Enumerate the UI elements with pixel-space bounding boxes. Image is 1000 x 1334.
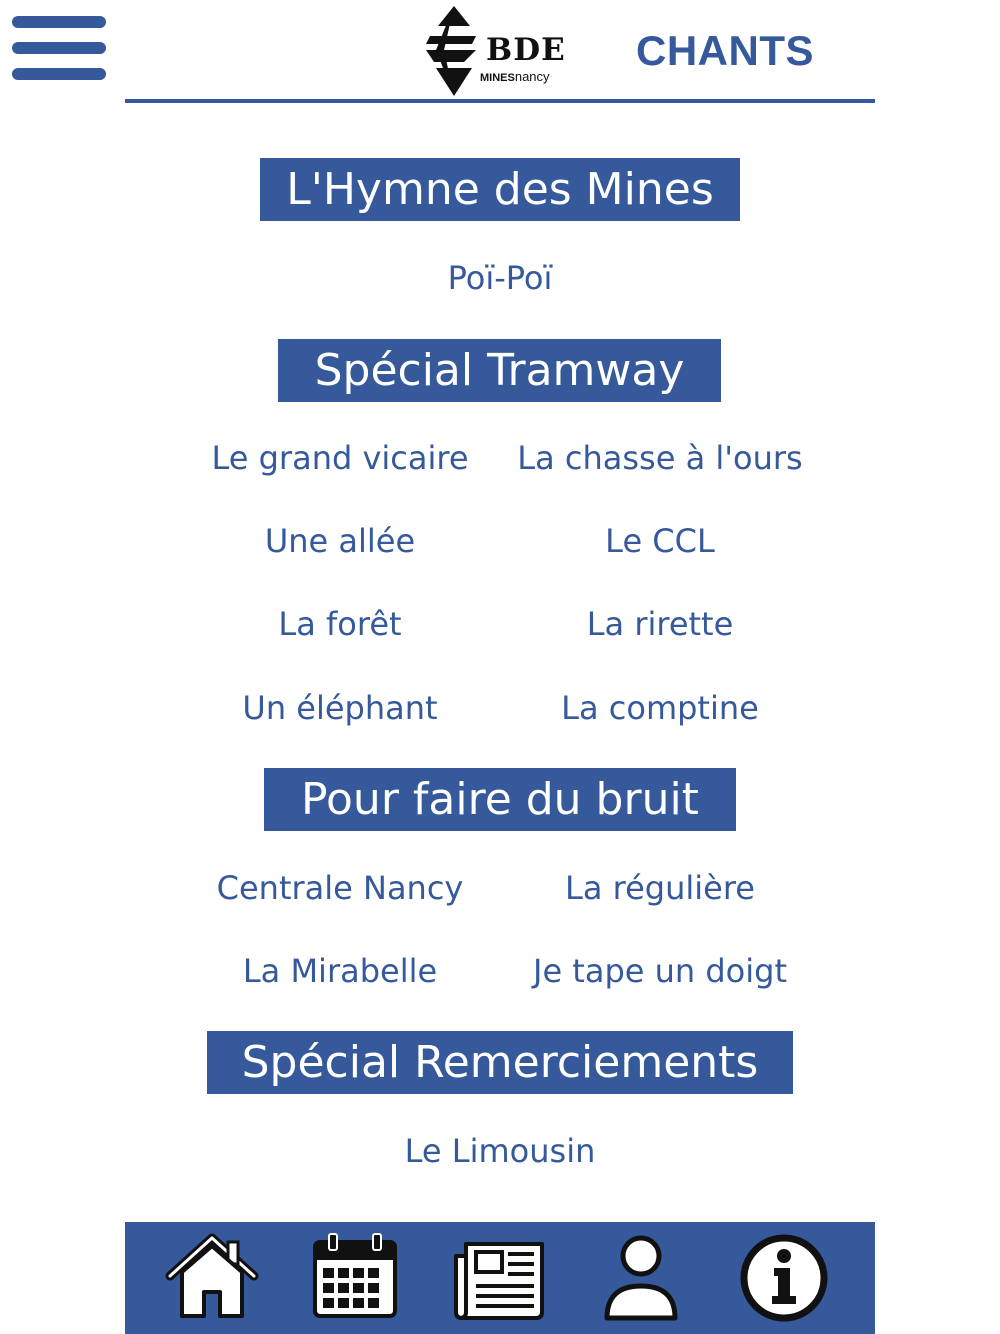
section-title-hymne: L'Hymne des Mines: [260, 158, 740, 221]
song-link[interactable]: La Mirabelle: [242, 952, 438, 990]
song-link[interactable]: Le grand vicaire: [211, 439, 469, 477]
section-title-remerciements: Spécial Remerciements: [207, 1031, 793, 1094]
song-link[interactable]: La régulière: [565, 869, 755, 907]
song-link[interactable]: Centrale Nancy: [216, 869, 464, 907]
logo-emblem-icon: [424, 4, 484, 98]
song-link[interactable]: Poï-Poï: [447, 259, 553, 297]
calendar-icon: [305, 1232, 405, 1322]
section-title-tramway: Spécial Tramway: [278, 339, 721, 402]
song-link[interactable]: Le Limousin: [404, 1132, 596, 1170]
home-icon: [162, 1232, 262, 1322]
logo-subtitle-bold: MINES: [480, 72, 515, 84]
menu-bar: [12, 16, 106, 28]
header-divider: [125, 99, 875, 103]
nav-info-button[interactable]: [734, 1232, 834, 1326]
bde-logo: [424, 4, 584, 98]
user-icon: [591, 1232, 691, 1322]
logo-title: BDE: [486, 32, 566, 68]
newspaper-icon: [448, 1232, 548, 1322]
logo-subtitle: [480, 70, 550, 85]
menu-bar: [12, 42, 106, 54]
nav-profile-button[interactable]: [591, 1232, 691, 1326]
song-link[interactable]: Je tape un doigt: [533, 952, 787, 990]
song-link[interactable]: La rirette: [586, 605, 734, 643]
song-link[interactable]: La forêt: [278, 605, 402, 643]
nav-home-button[interactable]: [162, 1232, 262, 1326]
bottom-nav: [125, 1222, 875, 1334]
song-link[interactable]: Le CCL: [605, 522, 715, 560]
song-link[interactable]: La chasse à l'ours: [517, 439, 803, 477]
song-link[interactable]: La comptine: [561, 689, 759, 727]
song-link[interactable]: Un éléphant: [242, 689, 438, 727]
section-title-bruit: Pour faire du bruit: [264, 768, 736, 831]
info-icon: [734, 1232, 834, 1322]
song-link[interactable]: Une allée: [264, 522, 416, 560]
hamburger-menu-icon[interactable]: [12, 14, 108, 84]
nav-news-button[interactable]: [448, 1232, 548, 1326]
page-title: CHANTS: [636, 27, 814, 74]
menu-bar: [12, 68, 106, 80]
nav-calendar-button[interactable]: [305, 1232, 405, 1326]
logo-subtitle-light: nancy: [514, 69, 550, 84]
